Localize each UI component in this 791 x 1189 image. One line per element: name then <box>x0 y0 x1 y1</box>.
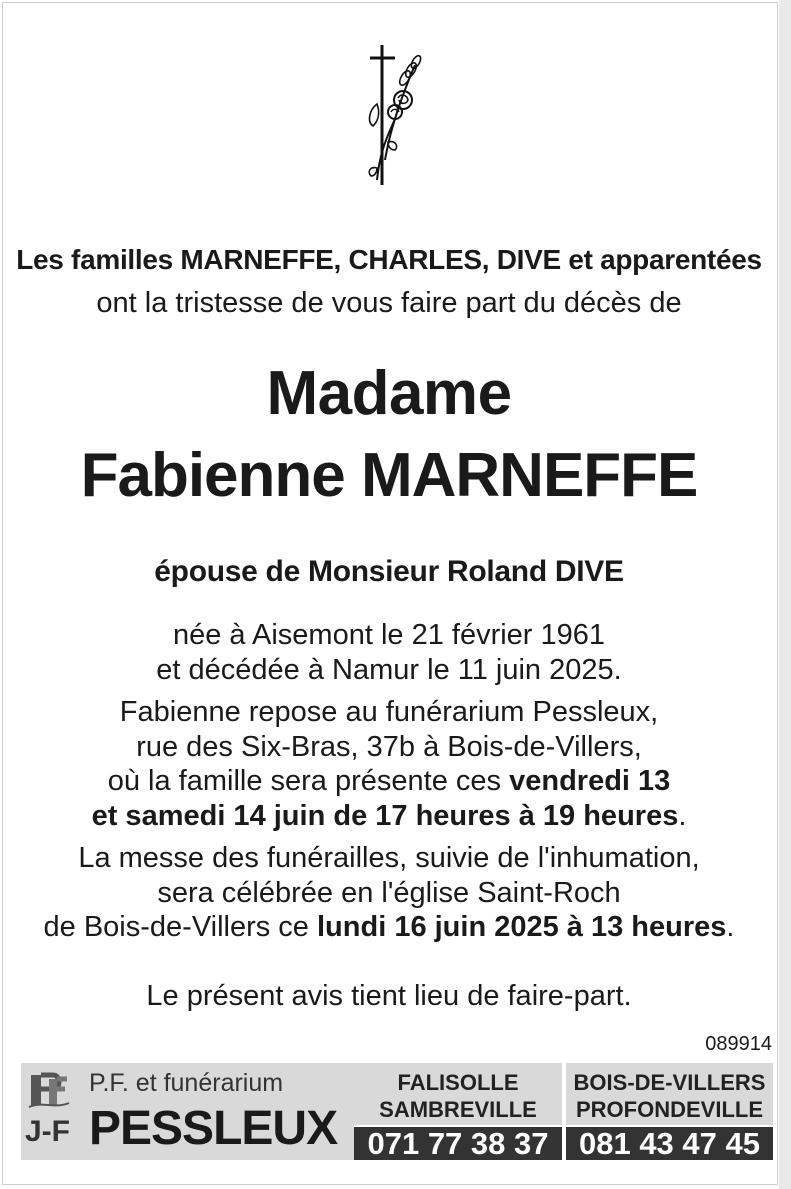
page-margin <box>779 0 791 1189</box>
office-2-line-2: PROFONDEVILLE <box>575 1097 763 1122</box>
office-bois-de-villers <box>566 1063 773 1125</box>
funeral-date-bold: lundi 16 juin 2025 à 13 heures <box>317 911 727 943</box>
visitation-line-4 <box>0 799 778 834</box>
funeral-line-3 <box>0 910 778 945</box>
pf-monogram-logo-icon <box>27 1071 71 1111</box>
funeral-text: de Bois-de-Villers ce <box>43 911 317 943</box>
funeral-home-brand <box>21 1063 354 1160</box>
faire-part-notice: Le présent avis tient lieu de faire-part. <box>146 980 632 1012</box>
office-falisolle <box>354 1063 562 1125</box>
reference-number: 089914 <box>705 1033 772 1055</box>
death-line: et décédée à Namur le 11 juin 2025. <box>156 653 622 686</box>
brand-prefix: J-F <box>25 1115 70 1148</box>
funeral-home-banner <box>21 1063 773 1160</box>
families-line: Les familles MARNEFFE, CHARLES, DIVE et apparentées <box>16 244 762 275</box>
obituary-details <box>0 618 778 945</box>
deceased-title: Madame <box>266 359 512 428</box>
office-1-line-2: SAMBREVILLE <box>379 1097 537 1122</box>
visitation-hours-bold: et samedi 14 juin de 17 heures à 19 heures <box>91 799 679 832</box>
funeral-line-2: sera célébrée en l'église Saint-Roch <box>157 876 621 909</box>
office-2-line-1: BOIS-DE-VILLERS <box>573 1070 766 1095</box>
visitation-line-1: Fabienne repose au funérarium Pessleux, <box>119 696 659 728</box>
visitation-period: . <box>678 799 687 832</box>
visitation-text: où la famille sera présente ces <box>107 765 510 797</box>
birth-line: née à Aisemont le 21 février 1961 <box>172 619 606 651</box>
office-1-phone: 071 77 38 37 <box>354 1127 562 1160</box>
funeral-period: . <box>726 911 735 943</box>
pf-label: P.F. et funérarium <box>89 1069 284 1097</box>
visitation-line-2: rue des Six-Bras, 37b à Bois-de-Villers, <box>136 730 642 763</box>
office-2-phone: 081 43 47 45 <box>566 1127 773 1160</box>
cross-with-rose-and-wheat-icon <box>355 40 435 190</box>
visitation-date-bold: vendredi 13 <box>509 765 671 797</box>
brand-name: PESSLEUX <box>89 1102 338 1155</box>
announcement-line: ont la tristesse de vous faire part du décès de <box>96 287 682 319</box>
deceased-name: Fabienne MARNEFFE <box>80 441 698 510</box>
spouse-line: épouse de Monsieur Roland DIVE <box>154 555 624 588</box>
office-1-line-1: FALISOLLE <box>397 1070 519 1095</box>
funeral-line-1: La messe des funérailles, suivie de l'inhumation, <box>78 842 700 874</box>
visitation-line-3 <box>0 764 778 799</box>
